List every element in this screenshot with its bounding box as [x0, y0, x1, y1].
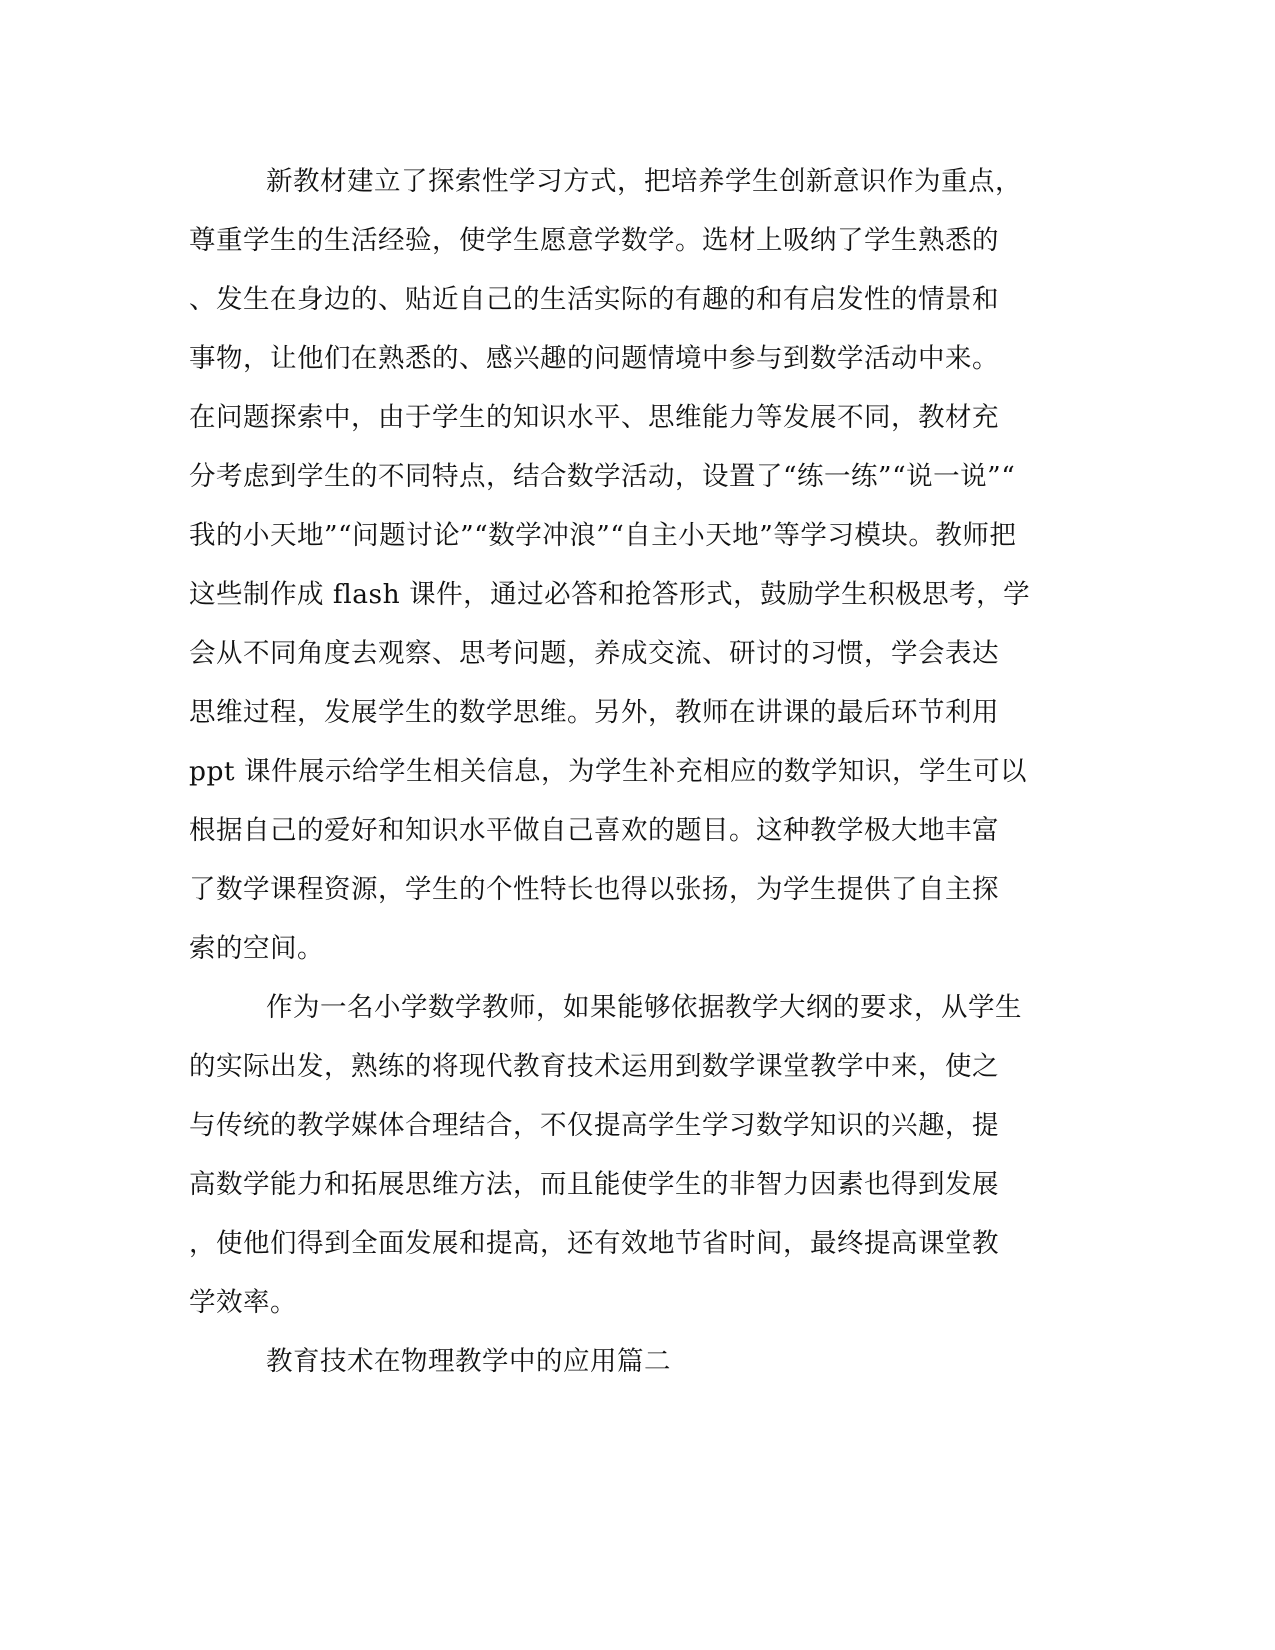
paragraph-2-line: 作为一名小学数学教师，如果能够依据教学大纲的要求，从学生 — [266, 992, 1022, 1023]
paragraph-1-line: 尊重学生的生活经验，使学生愿意学数学。选材上吸纳了学生熟悉的 — [189, 225, 999, 256]
paragraph-1-line: ppt 课件展示给学生相关信息，为学生补充相应的数学知识，学生可以 — [189, 756, 1027, 787]
paragraph-1-line: 根据自己的爱好和知识水平做自己喜欢的题目。这种教学极大地丰富 — [189, 815, 999, 846]
paragraph-2-line: 高数学能力和拓展思维方法，而且能使学生的非智力因素也得到发展 — [189, 1169, 999, 1200]
paragraph-1-line: 这些制作成 flash 课件，通过必答和抢答形式，鼓励学生积极思考，学 — [189, 579, 1031, 610]
paragraph-2-line: 与传统的教学媒体合理结合，不仅提高学生学习数学知识的兴趣，提 — [189, 1110, 999, 1141]
paragraph-2-line: ，使他们得到全面发展和提高，还有效地节省时间，最终提高课堂教 — [189, 1228, 999, 1259]
paragraph-1-line: 索的空间。 — [189, 933, 324, 964]
paragraph-2-line: 学效率。 — [189, 1287, 297, 1318]
paragraph-1-line: 我的小天地”“问题讨论”“数学冲浪”“自主小天地”等学习模块。教师把 — [189, 520, 1017, 551]
paragraph-1-line: 、发生在身边的、贴近自己的生活实际的有趣的和有启发性的情景和 — [189, 284, 999, 315]
paragraph-1-line: 分考虑到学生的不同特点，结合数学活动，设置了“练一练”“说一说”“ — [189, 461, 1016, 492]
section-heading: 教育技术在物理教学中的应用篇二 — [266, 1346, 671, 1377]
paragraph-1-line: 思维过程，发展学生的数学思维。另外，教师在讲课的最后环节利用 — [189, 697, 999, 728]
paragraph-1-line: 了数学课程资源，学生的个性特长也得以张扬，为学生提供了自主探 — [189, 874, 999, 905]
paragraph-1-line: 会从不同角度去观察、思考问题，养成交流、研讨的习惯，学会表达 — [189, 638, 999, 669]
paragraph-1-line: 新教材建立了探索性学习方式，把培养学生创新意识作为重点， — [266, 166, 1022, 197]
paragraph-2-line: 的实际出发，熟练的将现代教育技术运用到数学课堂教学中来，使之 — [189, 1051, 999, 1082]
paragraph-1-line: 在问题探索中，由于学生的知识水平、思维能力等发展不同，教材充 — [189, 402, 999, 433]
paragraph-1-line: 事物，让他们在熟悉的、感兴趣的问题情境中参与到数学活动中来。 — [189, 343, 999, 374]
